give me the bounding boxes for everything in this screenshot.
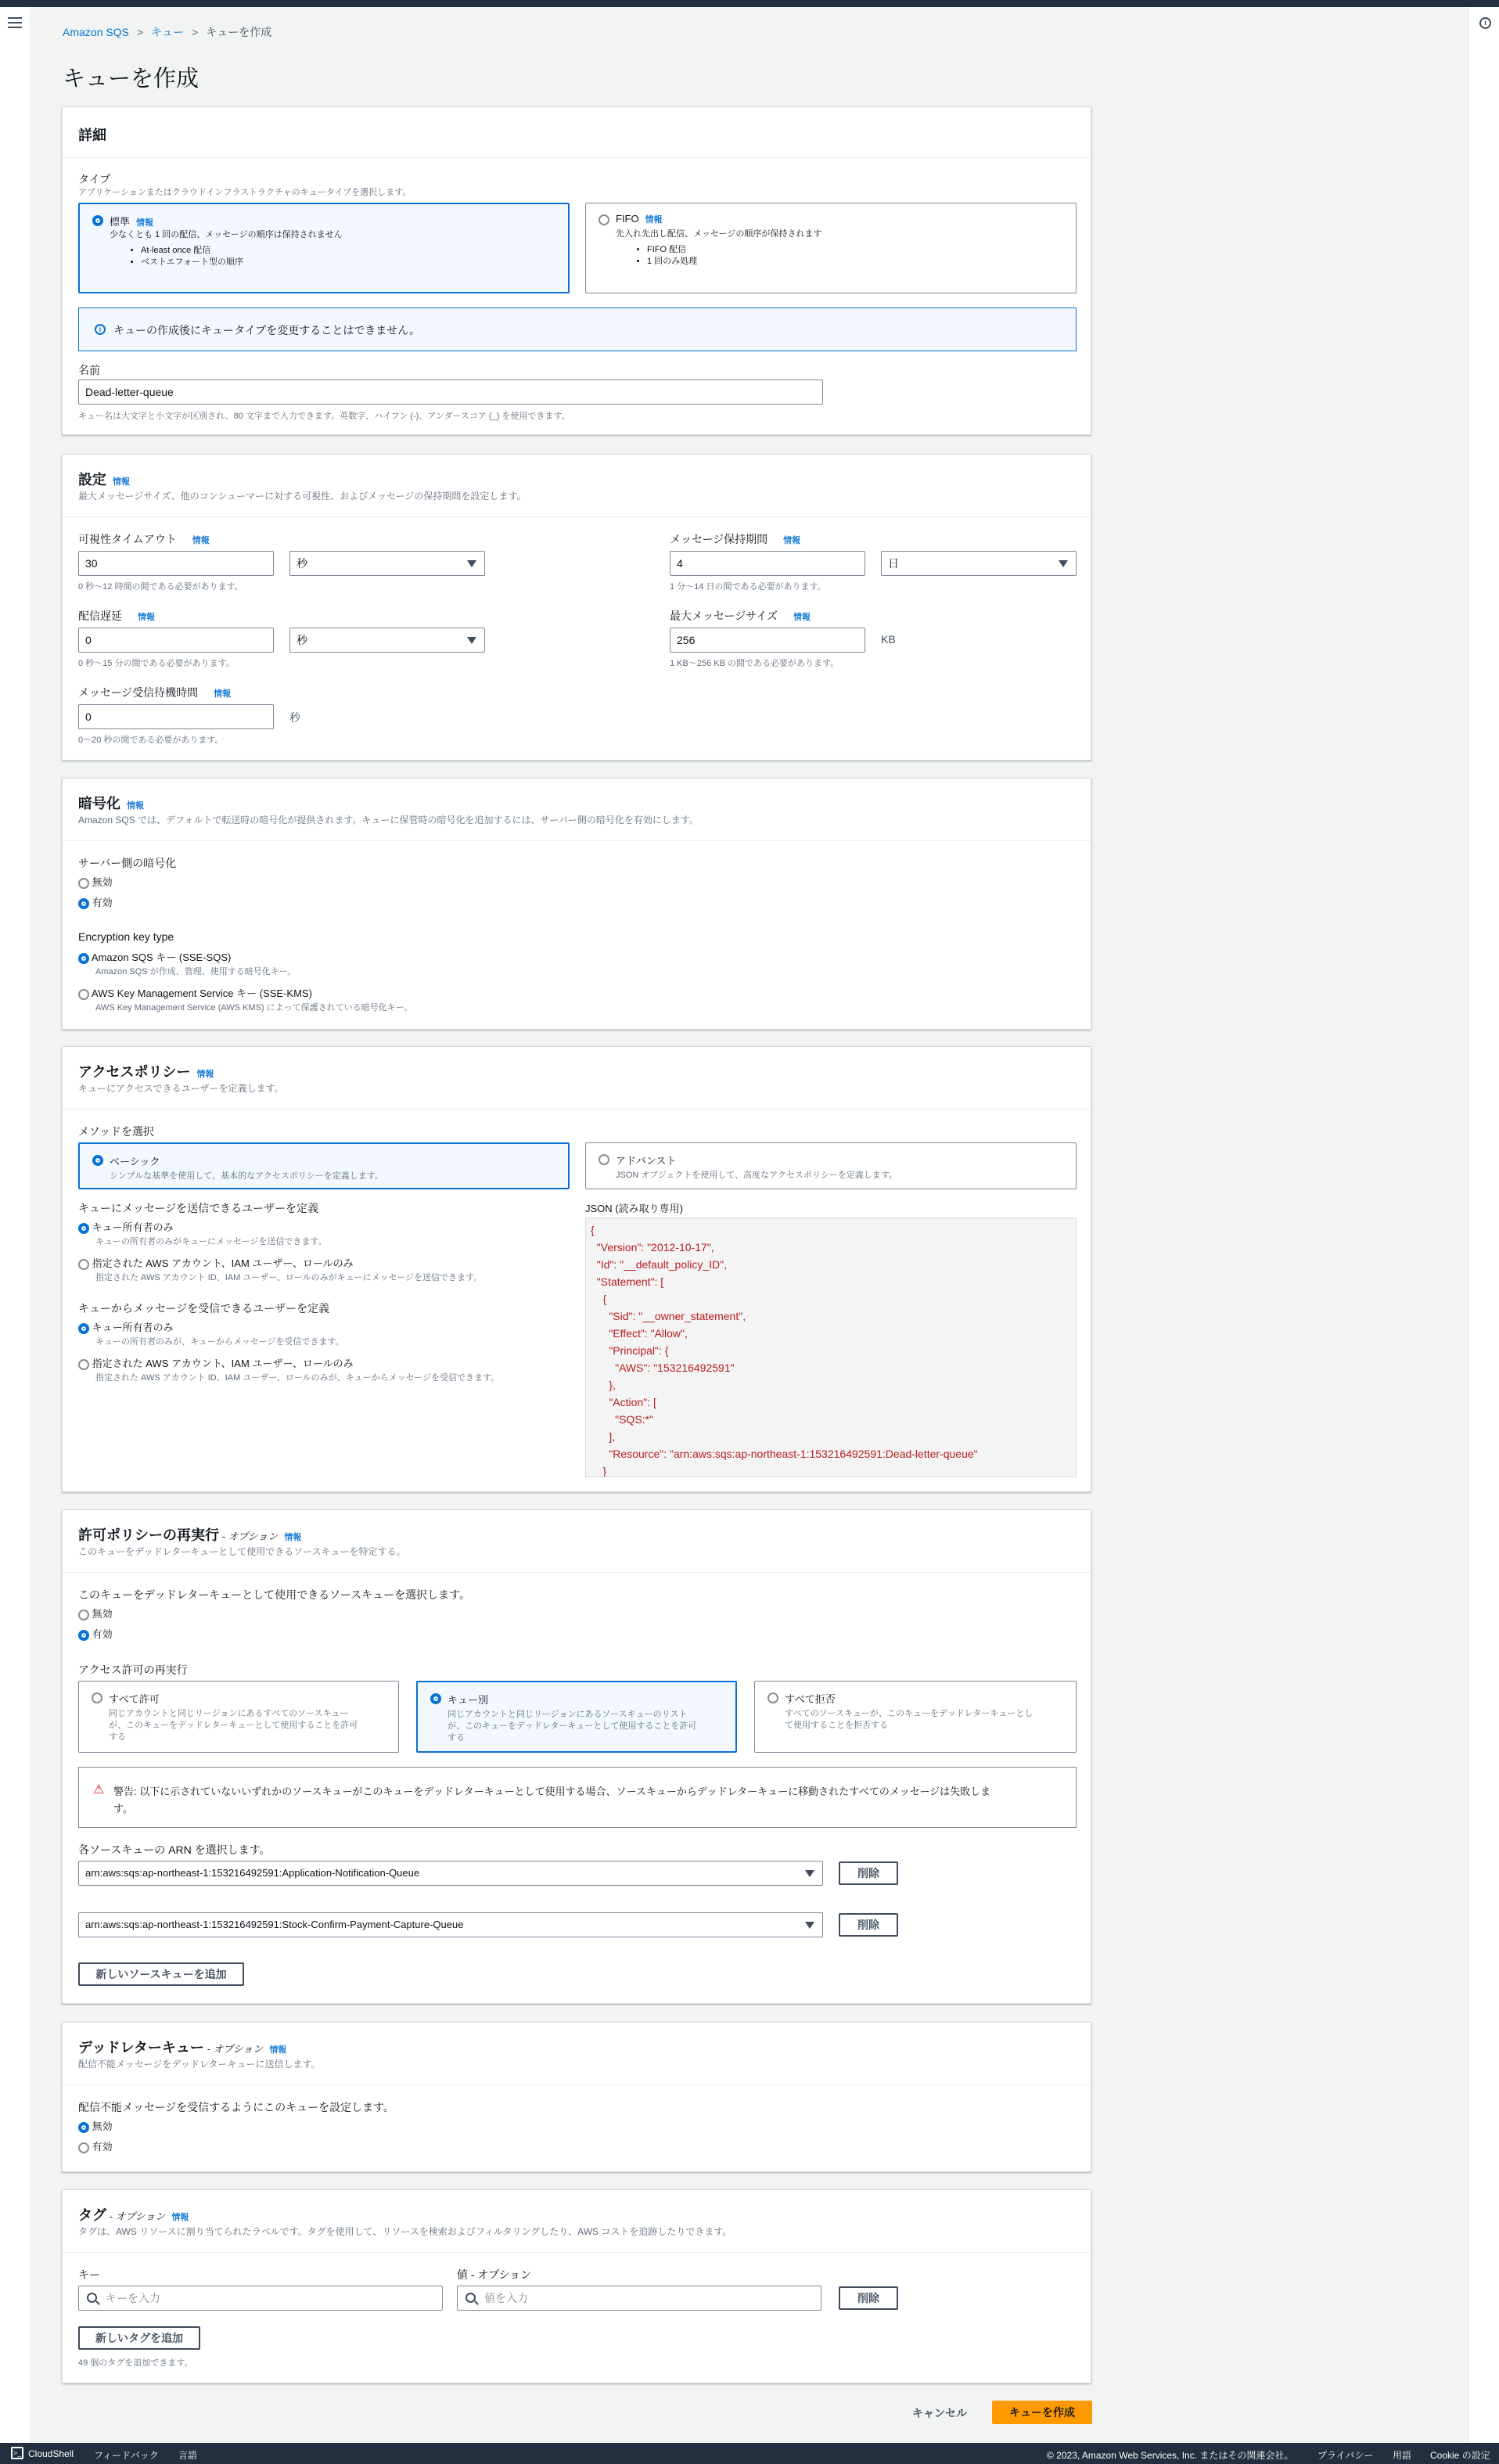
optional-label: - オプション — [203, 2043, 264, 2055]
tag-value-label: 値 - オプション — [457, 2268, 532, 2281]
method-label: メソッドを選択 — [78, 1125, 154, 1138]
method-advanced-tile[interactable] — [585, 1142, 1077, 1189]
dlq-enabled-option[interactable] — [78, 2138, 113, 2153]
settings-panel — [62, 454, 1091, 761]
copyright-text: © 2023, Amazon Web Services, Inc. またはその関連会社。 — [1047, 2450, 1294, 2461]
key-sqs-desc: Amazon SQS が作成、管理、使用する暗号化キー。 — [95, 967, 297, 977]
recv-owner-desc: キューの所有者のみが、キューからメッセージを受信できます。 — [95, 1337, 344, 1347]
json-label: JSON (読み取り専用) — [585, 1203, 683, 1214]
json-line: } — [591, 1465, 607, 1477]
maxsize-label: 最大メッセージサイズ — [670, 610, 778, 622]
terms-link[interactable]: 用語 — [1393, 2450, 1412, 2461]
json-line: "Id": "__default_policy_ID", — [591, 1258, 727, 1271]
access-policy-title: アクセスポリシー — [78, 1064, 191, 1080]
sse-label: サーバー側の暗号化 — [78, 857, 177, 869]
queue-type-notice — [78, 308, 1077, 351]
encryption-desc: Amazon SQS では、デフォルトで転送時の暗号化が提供されます。キューに保管時の暗号化を追加するには、サーバー側の暗号化を有効にします。 — [78, 815, 699, 826]
send-specified-desc: 指定された AWS アカウント ID、IAM ユーザー、ロールのみがキューにメッセージを送信できます。 — [95, 1273, 483, 1282]
warning-text-2: す。 — [113, 1803, 133, 1815]
delay-input[interactable]: 0 — [78, 628, 274, 653]
option-label: 有効 — [92, 1628, 113, 1640]
radio-button[interactable] — [599, 1154, 609, 1165]
type-fifo-radio[interactable] — [599, 214, 609, 225]
redrive-disabled-option[interactable] — [78, 1606, 113, 1620]
queue-name-input[interactable]: Dead-letter-queue — [78, 379, 823, 405]
chevron-right-icon: > — [192, 26, 199, 38]
option-label: AWS Key Management Service キー (SSE-KMS) — [91, 987, 312, 999]
arn-label: 各ソースキューの ARN を選択します。 — [78, 1844, 271, 1856]
redrive-enabled-option[interactable] — [78, 1626, 113, 1641]
warning-icon: ⚠ — [93, 1783, 105, 1797]
type-fifo-tile[interactable] — [585, 203, 1077, 293]
by-queue-desc: する — [448, 1733, 465, 1743]
type-fifo-title: FIFO — [616, 213, 639, 225]
type-desc: アプリケーションまたはクラウドインフラストラクチャのキュータイプを選択します。 — [78, 188, 412, 197]
allow-all-desc: する — [109, 1732, 126, 1742]
tag-key-input[interactable] — [78, 2286, 443, 2311]
encryption-title: 暗号化 — [78, 796, 120, 811]
receive-wait-input[interactable]: 0 — [78, 704, 274, 729]
send-owner-desc: キューの所有者のみがキューにメッセージを送信できます。 — [95, 1237, 327, 1246]
radio-button[interactable] — [78, 898, 89, 909]
name-label: 名前 — [78, 364, 100, 376]
caret-down-icon — [467, 637, 476, 644]
redrive-allow-desc: このキューをデッドレターキューとして使用できるソースキューを特定する。 — [78, 1546, 406, 1557]
redrive-perm-label: アクセス許可の再実行 — [78, 1664, 188, 1676]
menu-icon[interactable] — [8, 17, 22, 28]
allow-all-desc: 同じアカウントと同じリージョンにあるすべてのソースキュー — [109, 1709, 349, 1718]
create-queue-button[interactable]: キューを作成 — [992, 2401, 1092, 2424]
info-link[interactable]: 情報 — [214, 689, 232, 699]
type-standard-bullets — [128, 245, 243, 268]
option-label: 指定された AWS アカウント、IAM ユーザー、ロールのみ — [92, 1358, 354, 1369]
radio-button[interactable] — [430, 1693, 441, 1704]
select-value: arn:aws:sqs:ap-northeast-1:153216492591:Stock-Confirm-Payment-Capture-Queue — [85, 1919, 464, 1930]
info-link[interactable]: 情報 — [284, 1533, 302, 1542]
receive-wait-label: メッセージ受信待機時間 — [78, 686, 199, 699]
details-panel — [62, 106, 1091, 435]
breadcrumb — [63, 24, 271, 40]
method-basic-desc: シンプルな基準を使用して、基本的なアクセスポリシーを定義します。 — [110, 1171, 383, 1181]
json-line: "Effect": "Allow", — [591, 1327, 688, 1340]
footer — [0, 2443, 1499, 2464]
sse-option-enabled[interactable] — [78, 894, 113, 909]
breadcrumb-queues[interactable]: キュー — [151, 26, 185, 38]
redrive-by-queue-tile[interactable] — [416, 1681, 737, 1753]
info-link[interactable]: 情報 — [171, 2213, 189, 2222]
by-queue-desc: が、このキューをデッドレターキューとして使用することを許可 — [448, 1721, 697, 1731]
placeholder-text: 値を入力 — [484, 2292, 528, 2304]
notice-text: キューの作成後にキュータイプを変更することはできません。 — [113, 324, 421, 336]
details-header — [63, 107, 1091, 158]
cloudshell-icon: >_ — [11, 2447, 23, 2459]
encryption-header — [63, 779, 1091, 841]
redrive-allow-panel — [62, 1509, 1091, 2004]
redrive-deny-all-tile[interactable] — [754, 1681, 1077, 1753]
tag-key-label: キー — [78, 2268, 100, 2281]
json-line: "Sid": "__owner_statement", — [591, 1310, 746, 1322]
radio-button[interactable] — [78, 953, 89, 964]
send-owner-option[interactable] — [78, 1219, 174, 1234]
method-advanced-title: アドバンスト — [616, 1155, 677, 1167]
redrive-allow-title: 許可ポリシーの再実行 — [78, 1527, 219, 1543]
visibility-unit-select[interactable] — [289, 551, 485, 576]
caret-down-icon — [1059, 560, 1068, 567]
option-label: 無効 — [92, 2120, 113, 2132]
json-line: "Version": "2012-10-17", — [591, 1241, 714, 1254]
option-label: 有効 — [92, 2141, 113, 2153]
retention-label: メッセージ保持期間 — [670, 533, 768, 545]
json-line: "Principal": { — [591, 1344, 669, 1357]
json-line: { — [591, 1224, 595, 1236]
info-link[interactable]: 情報 — [192, 536, 210, 545]
dlq-header — [63, 2023, 1091, 2085]
delay-label: 配信遅延 — [78, 610, 122, 622]
remove-tag-button[interactable]: 削除 — [839, 2286, 898, 2310]
option-label: 無効 — [92, 1608, 113, 1620]
by-queue-desc: 同じアカウントと同じリージョンにあるソースキューのリスト — [448, 1710, 688, 1719]
recv-specified-option[interactable] — [78, 1355, 354, 1370]
type-standard-title: 標準 — [110, 216, 131, 228]
option-label: 指定された AWS アカウント、IAM ユーザー、ロールのみ — [92, 1257, 354, 1269]
receive-wait-unit: 秒 — [289, 711, 300, 724]
info-link[interactable]: 情報 — [136, 218, 154, 228]
source-arn-select-2[interactable] — [78, 1912, 823, 1937]
dlq-label: 配信不能メッセージを受信するようにこのキューを設定します。 — [78, 2101, 395, 2113]
recv-specified-desc: 指定された AWS アカウント ID、IAM ユーザー、ロールのみが、キューからメッセージを受信できます。 — [95, 1373, 500, 1383]
breadcrumb-sqs[interactable]: Amazon SQS — [63, 26, 129, 38]
radio-button[interactable] — [78, 1610, 89, 1620]
source-arn-select-1[interactable] — [78, 1861, 823, 1886]
list-item: • At-least once 配信 — [141, 245, 243, 257]
select-value: 秒 — [297, 634, 307, 646]
select-value: 秒 — [297, 557, 307, 570]
encryption-panel — [62, 778, 1091, 1030]
type-standard-desc: 少なくとも 1 回の配信、メッセージの順序は保持されません — [110, 230, 343, 239]
receive-wait-hint: 0〜20 秒の間である必要があります。 — [78, 736, 224, 745]
json-line: "AWS": "153216492591" — [591, 1361, 735, 1374]
access-policy-header — [63, 1047, 1091, 1110]
radio-button[interactable] — [78, 1259, 89, 1270]
key-kms-option[interactable] — [78, 985, 312, 1000]
cancel-button[interactable]: キャンセル — [912, 2407, 967, 2419]
cloudshell-link[interactable]: CloudShell — [28, 2448, 74, 2459]
method-advanced-desc: JSON オブジェクトを使用して、高度なアクセスポリシーを定義します。 — [616, 1171, 897, 1180]
chevron-right-icon: > — [136, 26, 144, 38]
add-tag-button[interactable]: 新しいタグを追加 — [78, 2326, 200, 2350]
radio-button[interactable] — [78, 1323, 89, 1334]
tags-header — [63, 2190, 1091, 2253]
retention-hint: 1 分〜14 日の間である必要があります。 — [670, 582, 826, 592]
select-value: 日 — [888, 557, 899, 570]
info-link[interactable]: 情報 — [793, 613, 811, 622]
radio-button[interactable] — [767, 1692, 778, 1703]
left-rail — [0, 7, 31, 2443]
caret-down-icon — [467, 560, 476, 567]
settings-header — [63, 455, 1091, 517]
info-link[interactable]: 情報 — [127, 801, 144, 811]
top-nav-bar — [0, 0, 1499, 7]
visibility-hint: 0 秒〜12 時間の間である必要があります。 — [78, 582, 243, 592]
list-item: • 1 回のみ処理 — [647, 256, 697, 268]
placeholder-text: キーを入力 — [106, 2292, 160, 2304]
json-line: { — [591, 1293, 607, 1305]
type-standard-radio[interactable] — [92, 215, 103, 226]
send-specified-option[interactable] — [78, 1255, 354, 1270]
dlq-title: デッドレターキュー — [78, 2040, 204, 2056]
json-line: }, — [591, 1379, 616, 1391]
delay-unit-select[interactable] — [289, 628, 485, 653]
option-label: 有効 — [92, 897, 113, 908]
breadcrumb-current: キューを作成 — [206, 26, 272, 38]
deny-all-title: すべて拒否 — [785, 1693, 836, 1705]
access-policy-desc: キューにアクセスできるユーザーを定義します。 — [78, 1083, 284, 1094]
type-fifo-desc: 先入れ先出し配信、メッセージの順序が保持されます — [616, 229, 822, 239]
info-link[interactable]: 情報 — [138, 613, 155, 622]
visibility-timeout-input[interactable]: 30 — [78, 551, 274, 576]
radio-button[interactable] — [78, 989, 89, 1000]
dlq-panel — [62, 2022, 1091, 2172]
remove-source-button-1[interactable]: 削除 — [839, 1861, 898, 1885]
option-label: 無効 — [92, 876, 113, 888]
tags-panel — [62, 2189, 1091, 2383]
dlq-disabled-option[interactable] — [78, 2118, 113, 2133]
warning-text-1: 警告: 以下に示されていないいずれかのソースキューがこのキューをデッドレターキューとして使用する場合、ソースキューからデッドレターキューに移動されたすべてのメッセージは失敗しま — [113, 1786, 991, 1797]
search-icon — [466, 2293, 476, 2303]
delay-hint: 0 秒〜15 分の間である必要があります。 — [78, 659, 235, 668]
deny-all-desc: すべてのソースキューが、このキューをデッドレターキューとし — [785, 1709, 1033, 1718]
type-standard-tile[interactable] — [78, 203, 570, 293]
method-basic-title: ベーシック — [110, 1156, 160, 1167]
type-label: タイプ — [78, 173, 111, 185]
redrive-allow-header — [63, 1510, 1091, 1573]
dlq-desc: 配信不能メッセージをデッドレターキューに送信します。 — [78, 2059, 321, 2070]
key-kms-desc: AWS Key Management Service (AWS KMS) によって保護されている暗号化キー。 — [95, 1003, 413, 1013]
privacy-link[interactable]: プライバシー — [1317, 2450, 1374, 2461]
method-basic-tile[interactable] — [78, 1142, 570, 1189]
tags-hint: 49 個のタグを追加できます。 — [78, 2358, 193, 2368]
radio-button[interactable] — [78, 878, 89, 889]
redrive-choose-label: このキューをデッドレターキューとして使用できるソースキューを選択します。 — [78, 1588, 471, 1601]
info-link[interactable]: 情報 — [196, 1070, 214, 1079]
key-sqs-option[interactable] — [78, 949, 231, 964]
json-line: "SQS:*" — [591, 1413, 653, 1426]
remove-source-button-2[interactable]: 削除 — [839, 1913, 898, 1937]
recv-owner-option[interactable] — [78, 1319, 174, 1334]
sse-option-disabled[interactable] — [78, 874, 113, 889]
search-icon — [87, 2293, 97, 2303]
radio-button[interactable] — [92, 1155, 103, 1166]
radio-button[interactable] — [78, 2142, 89, 2153]
list-item: • FIFO 配信 — [647, 244, 697, 256]
radio-button[interactable] — [78, 2122, 89, 2133]
radio-button[interactable] — [78, 1223, 89, 1234]
policy-json-viewer[interactable] — [585, 1218, 1077, 1477]
settings-title: 設定 — [78, 472, 106, 487]
redrive-warning — [78, 1767, 1077, 1828]
allow-all-desc: が、このキューをデッドレターキューとして使用することを許可 — [109, 1721, 358, 1730]
option-label: Amazon SQS キー (SSE-SQS) — [91, 951, 232, 963]
json-line: "Statement": [ — [591, 1275, 664, 1288]
access-policy-panel — [62, 1046, 1091, 1492]
json-line: "Action": [ — [591, 1396, 656, 1408]
name-hint: キュー名は大文字と小文字が区別され、80 文字まで入力できます。英数字、ハイフン (-)、アンダースコア (_) を使用できます。 — [78, 412, 570, 421]
page-title: キューを作成 — [63, 67, 200, 92]
send-label: キューにメッセージを送信できるユーザーを定義 — [78, 1202, 319, 1214]
radio-button[interactable] — [92, 1692, 102, 1703]
info-link[interactable]: 情報 — [783, 536, 801, 545]
list-item: • ベストエフォート型の順序 — [141, 257, 243, 268]
type-fifo-bullets — [634, 244, 697, 268]
tag-value-input[interactable] — [457, 2286, 821, 2311]
retention-unit-select[interactable] — [881, 551, 1077, 576]
tags-desc: タグは、AWS リソースに割り当てられたラベルです。タグを使用して、リソースを検索およびフィルタリングしたり、AWS コストを追跡したりできます。 — [78, 2226, 732, 2237]
info-panel-icon[interactable]: i — [1479, 17, 1491, 29]
retention-input[interactable]: 4 — [670, 551, 865, 576]
json-line: "Resource": "arn:aws:sqs:ap-northeast-1:153216492591:Dead-letter-queue" — [591, 1448, 978, 1460]
recv-label: キューからメッセージを受信できるユーザーを定義 — [78, 1302, 330, 1315]
optional-label: - オプション — [106, 2210, 166, 2222]
info-link[interactable]: 情報 — [269, 2045, 287, 2055]
by-queue-title: キュー別 — [448, 1694, 489, 1706]
visibility-label: 可視性タイムアウト — [78, 533, 177, 545]
maxsize-unit: KB — [881, 633, 896, 646]
right-rail — [1468, 7, 1499, 2443]
deny-all-desc: て使用することを拒否する — [785, 1721, 888, 1730]
select-value: arn:aws:sqs:ap-northeast-1:153216492591:Application-Notification-Queue — [85, 1867, 420, 1879]
maxsize-input[interactable]: 256 — [670, 628, 865, 653]
radio-button[interactable] — [78, 1359, 89, 1370]
tags-title: タグ — [78, 2207, 106, 2223]
maxsize-hint: 1 KB〜256 KB の間である必要があります。 — [670, 659, 839, 668]
allow-all-title: すべて許可 — [109, 1693, 160, 1705]
radio-button[interactable] — [78, 1630, 89, 1641]
json-line: ], — [591, 1430, 616, 1443]
caret-down-icon — [805, 1870, 814, 1877]
language-link[interactable]: 言語 — [178, 2450, 198, 2461]
key-type-label: Encryption key type — [78, 930, 174, 943]
add-source-queue-button[interactable]: 新しいソースキューを追加 — [78, 1962, 244, 1986]
redrive-allow-all-tile[interactable] — [78, 1681, 399, 1753]
caret-down-icon — [805, 1922, 814, 1929]
feedback-link[interactable]: フィードバック — [94, 2450, 159, 2461]
info-link[interactable]: 情報 — [113, 477, 130, 487]
cookie-settings-link[interactable]: Cookie の設定 — [1430, 2450, 1490, 2461]
info-link[interactable]: 情報 — [645, 215, 663, 225]
details-title: 詳細 — [78, 128, 106, 143]
optional-label: - オプション — [219, 1531, 279, 1542]
option-label: キュー所有者のみ — [92, 1221, 174, 1233]
option-label: キュー所有者のみ — [92, 1322, 174, 1333]
settings-desc: 最大メッセージサイズ、他のコンシューマーに対する可視性、およびメッセージの保持期間を設定します。 — [78, 491, 527, 502]
info-circle-icon: i — [95, 324, 106, 335]
